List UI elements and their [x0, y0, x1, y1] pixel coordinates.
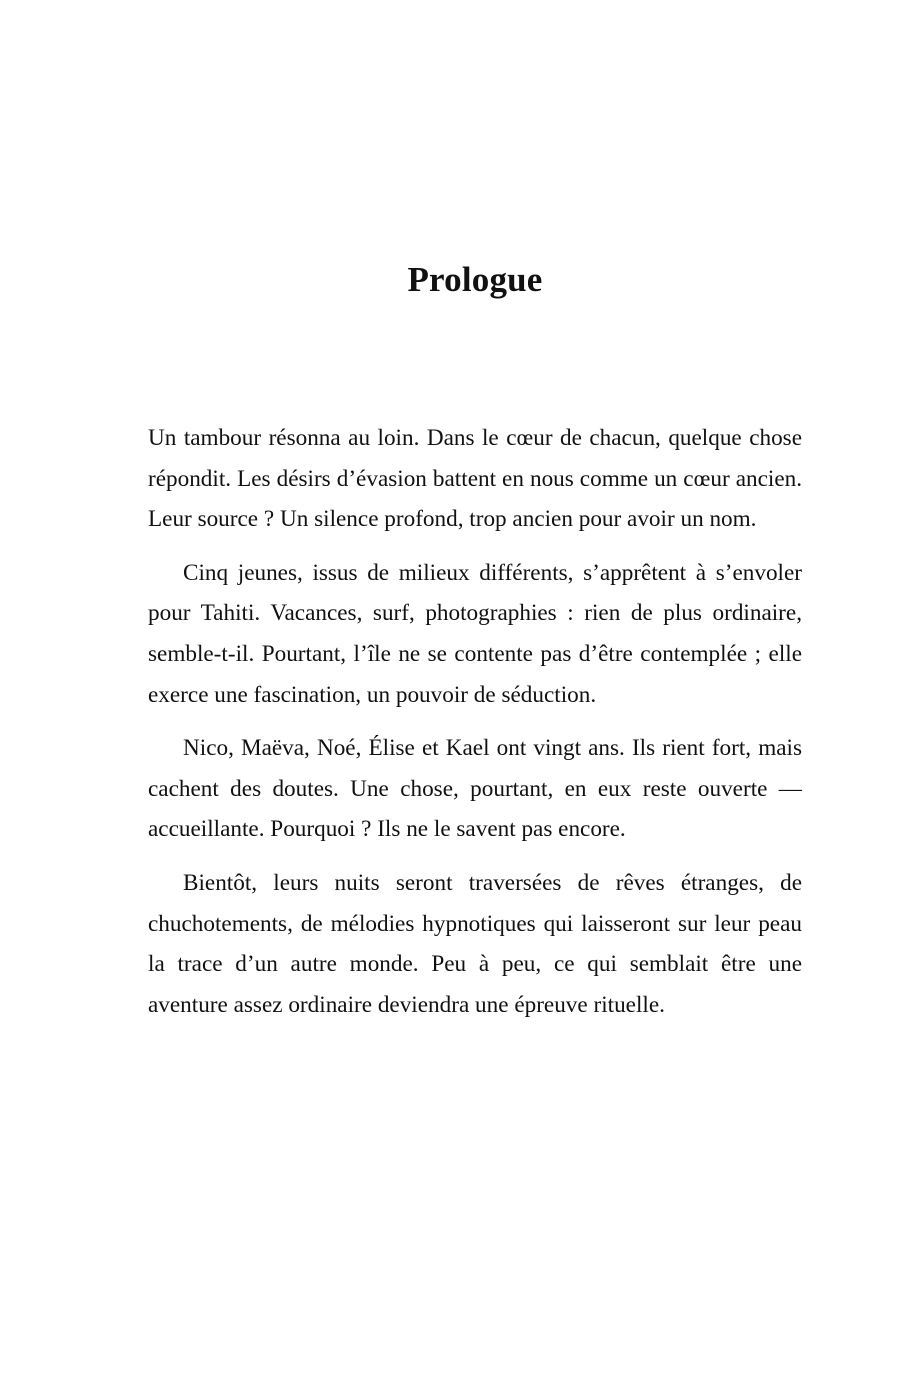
paragraph-4: Bientôt, leurs nuits seront traversées de rêves étranges, de chuchotements, de mélodies hypnotiques qui laisseront sur leur peau la trace d’un autre monde. Peu à peu, ce qui semblait être une aventure assez ordinaire deviendra une épreuve rituelle. [148, 869, 802, 1018]
chapter-title: Prologue [407, 260, 543, 299]
paragraph-3: Nico, Maëva, Noé, Élise et Kael ont vingt ans. Ils rient fort, mais cachent des doutes. Une chose, pourtant, en eux reste ouverte — accueillante. Pourquoi ? Ils ne le savent pas encore. [148, 735, 802, 843]
paragraph-1: Un tambour résonna au loin. Dans le cœur de chacun, quelque chose répondit. Les désirs d’évasion battent en nous comme un cœur ancien. Leur source ? Un silence profond, trop ancien pour avoir un nom. [148, 425, 802, 533]
prologue-body [148, 418, 802, 1038]
paragraph-2: Cinq jeunes, issus de milieux différents, s’apprêtent à s’envoler pour Tahiti. Vacances, surf, photographies : rien de plus ordinaire, semble-t-il. Pourtant, l’île ne se contente pas d’être contemplée ; elle exerce une fascination, un pouvoir de séduction. [148, 559, 802, 708]
